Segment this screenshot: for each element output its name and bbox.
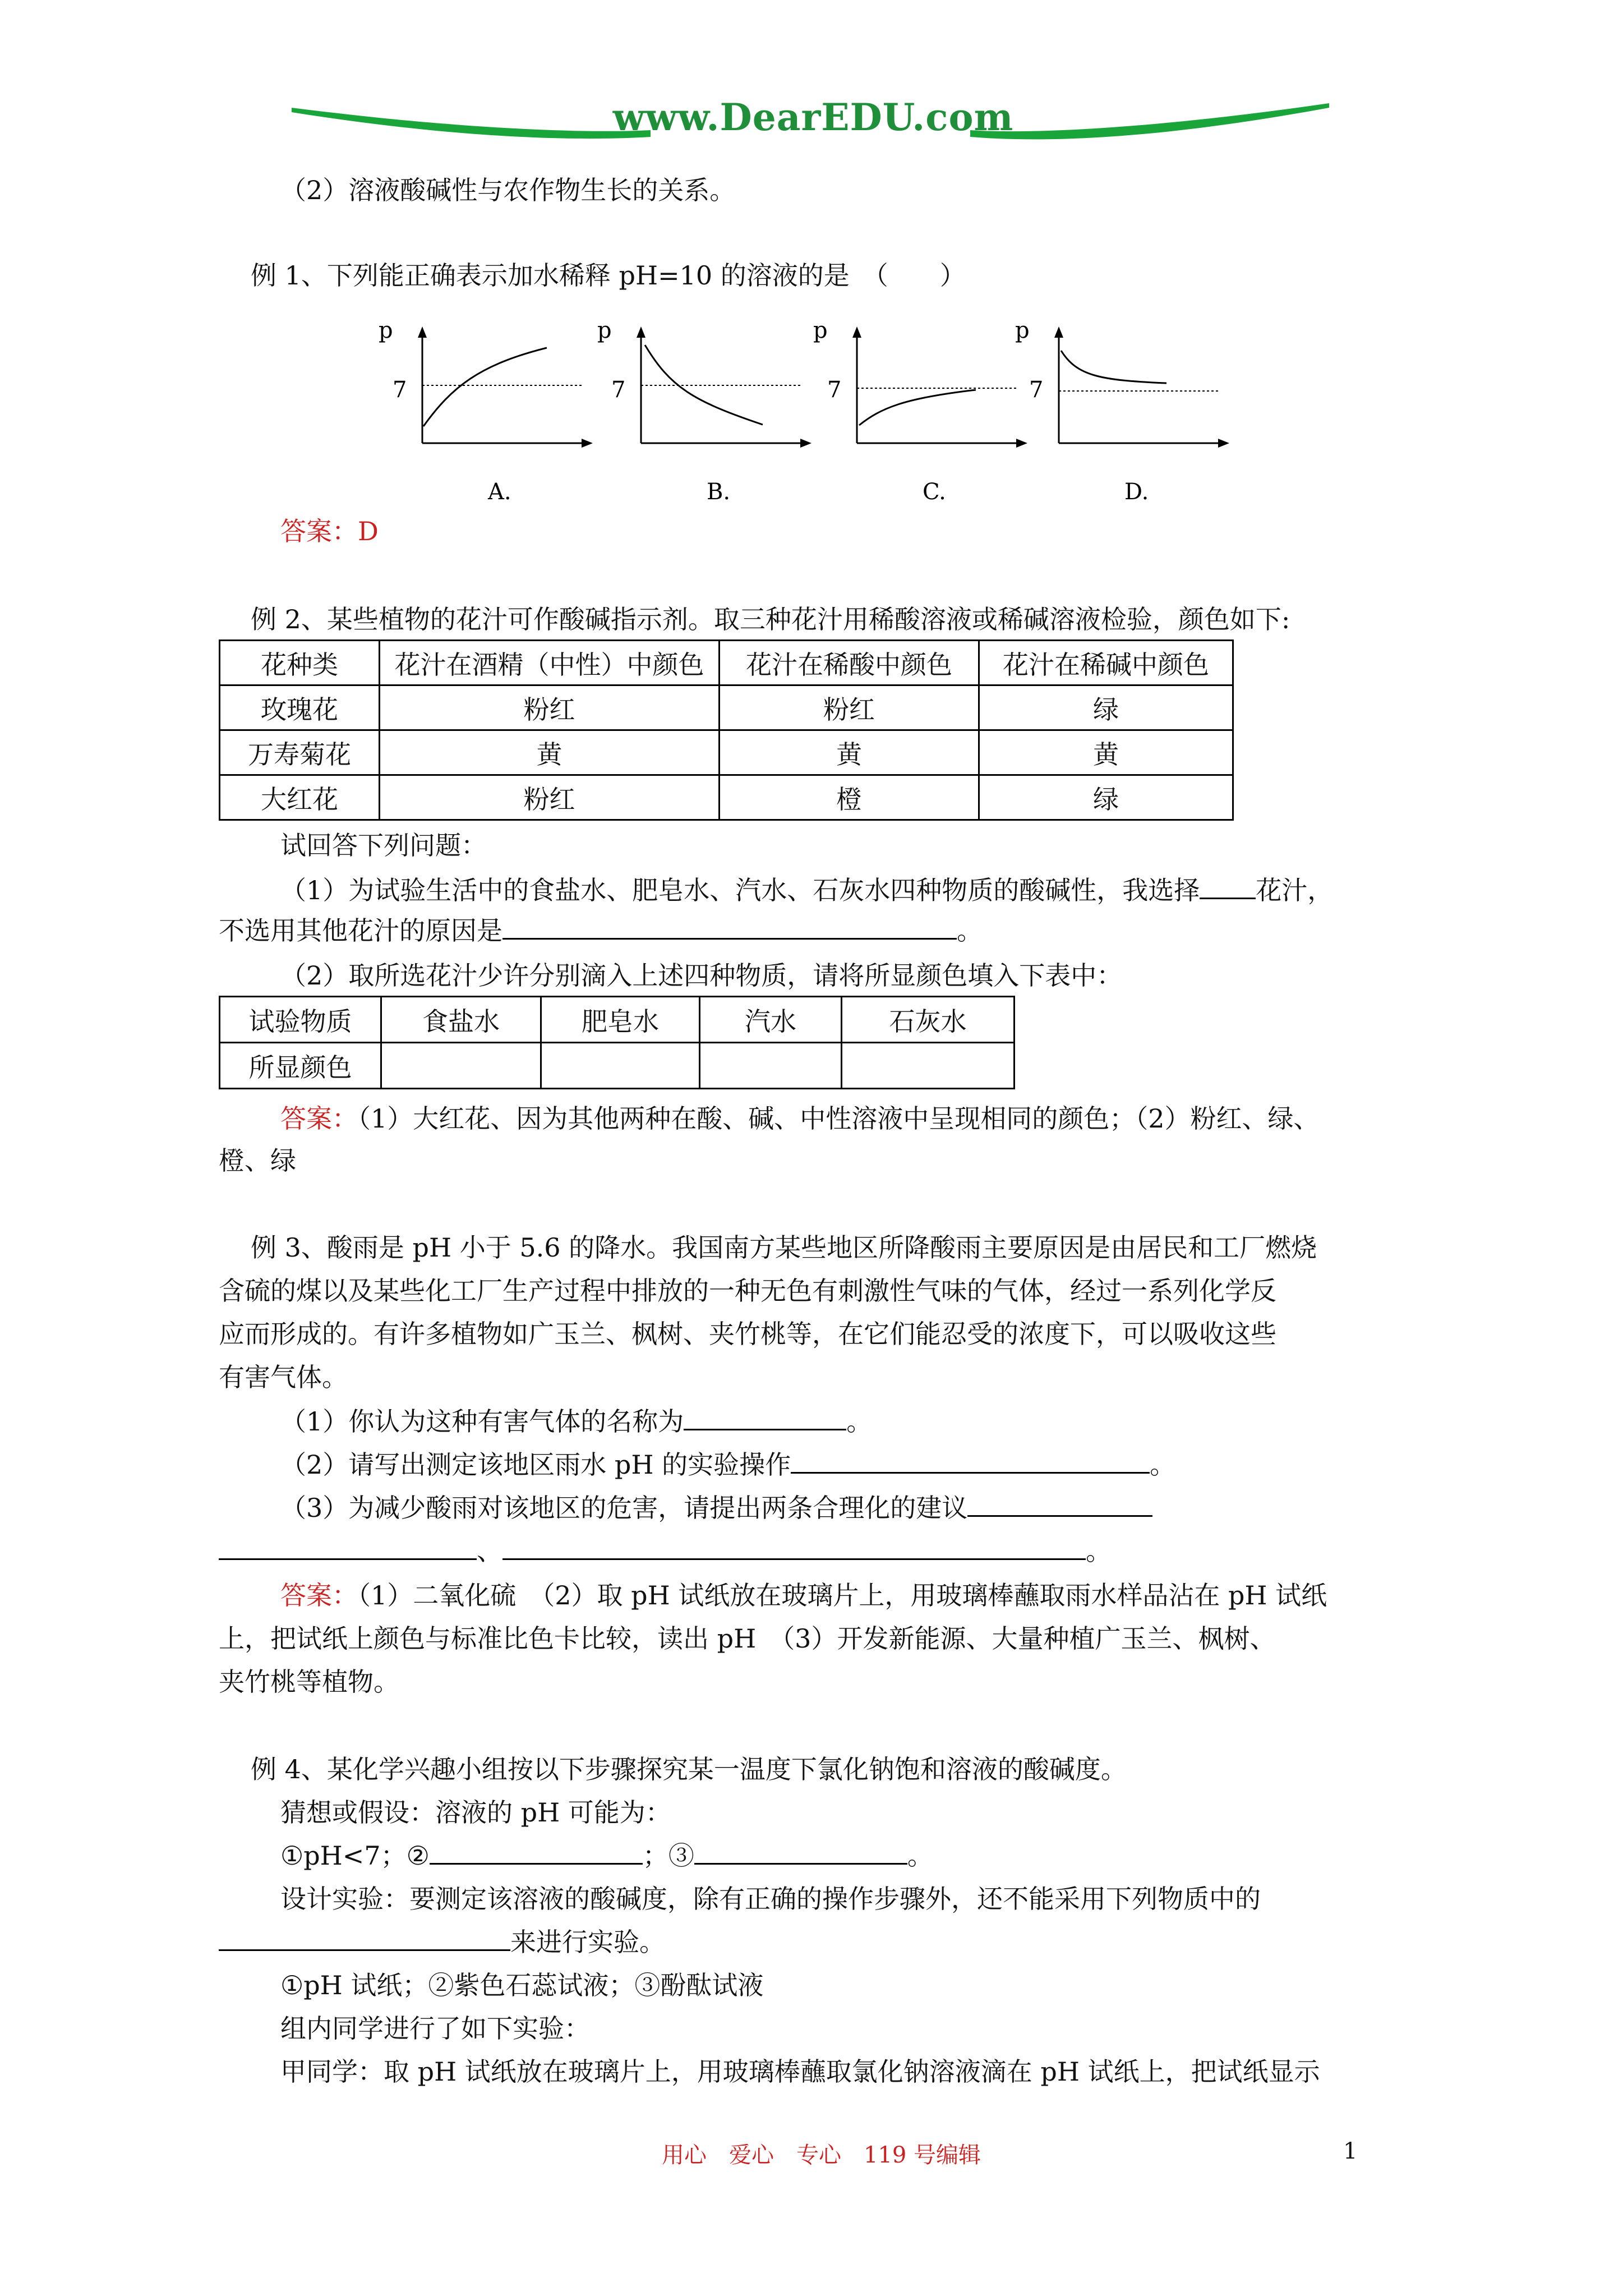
table-header: 肥皂水 [541,997,700,1043]
graph-b-option: B. [707,479,731,505]
guess-text: ①pH<7；② [280,1841,430,1871]
table-cell: 黄 [720,730,979,775]
blank-suggestion-c[interactable] [502,1529,1086,1560]
blank-gas-name[interactable] [684,1400,846,1430]
table-cell: 粉红 [380,685,720,730]
flower-table [219,639,1234,821]
q1-reason-text: 不选用其他花汁的原因是 [219,915,502,946]
table-cell: 橙 [720,775,979,820]
blank-operation[interactable] [791,1443,1150,1474]
example3-q3-line2 [219,1529,1112,1573]
example3-line: 有害气体。 [219,1362,348,1392]
example2-prompt: 试回答下列问题： [280,830,487,861]
color-table [219,996,1015,1089]
graph-b-ylabel: p [597,318,612,343]
example4-line5 [219,1920,665,1964]
table-row [220,685,1233,730]
example4-line1: 例 4、某化学兴趣小组按以下步骤探究某一温度下氯化钠饱和溶液的酸碱度。 [251,1754,1127,1784]
answer-label: 答案： [280,1103,358,1134]
example4-line3 [280,1834,933,1878]
answer-cell[interactable] [842,1043,1015,1089]
graph-d-option: D. [1124,479,1149,505]
table-header: 试验物质 [220,997,381,1043]
table-header: 花汁在稀酸中颜色 [720,641,979,685]
footer-center: 用心 爱心 专心 119 号编辑 [662,2142,981,2168]
q3-period: 。 [1086,1536,1112,1566]
header-banner [292,95,1329,146]
guess-period: 。 [907,1841,933,1871]
blank-reagent[interactable] [219,1920,510,1951]
example2-question: 例 2、某些植物的花汁可作酸碱指示剂。取三种花汁用稀酸溶液或稀碱溶液检验，颜色如下: [251,604,1290,634]
answer-cell[interactable] [700,1043,842,1089]
graph-d-ylabel: p [1015,318,1030,343]
example2-answer-line2: 橙、绿 [219,1145,296,1176]
example3-q2 [280,1443,1175,1487]
graph-a-ref: 7 [393,377,407,403]
graph-d-ref: 7 [1029,377,1044,403]
table-cell: 玫瑰花 [220,685,380,730]
q1-text: （1）为试验生活中的食盐水、肥皂水、汽水、石灰水四种物质的酸碱性，我选择 [280,875,1200,905]
example2-answer-line1 [280,1097,1320,1140]
table-cell: 大红花 [220,775,380,820]
q1-period: 。 [957,915,983,946]
table-cell: 黄 [979,730,1233,775]
answer-cell[interactable] [541,1043,700,1089]
q1-text: （1）你认为这种有害气体的名称为 [280,1406,684,1437]
q2-text: （2）请写出测定该地区雨水 pH 的实验操作 [280,1450,791,1480]
table-row [220,730,1233,775]
answer-value: D [358,516,379,546]
example3-line: 例 3、酸雨是 pH 小于 5.6 的降水。我国南方某些地区所降酸雨主要原因是由居民和工厂燃烧 [251,1232,1317,1263]
example4-line2: 猜想或假设：溶液的 pH 可能为： [280,1797,671,1828]
page-number: 1 [1343,2138,1358,2164]
table-header: 花汁在酒精（中性）中颜色 [380,641,720,685]
table-cell: 粉红 [720,685,979,730]
table-cell: 万寿菊花 [220,730,380,775]
example4-line6: ①pH 试纸；②紫色石蕊试液；③酚酞试液 [280,1970,764,2000]
example2-q2: （2）取所选花汁少许分别滴入上述四种物质，请将所显颜色填入下表中： [280,960,1123,991]
example3-q1 [280,1400,872,1443]
example4-line7: 组内同学进行了如下实验： [280,2013,590,2044]
table-header: 汽水 [700,997,842,1043]
blank-guess-2[interactable] [430,1834,643,1865]
graph-a [373,314,608,505]
guess-text: ；③ [642,1841,694,1871]
example1-question: 例 1、下列能正确表示加水稀释 pH=10 的溶液的是 （ ） [251,260,966,291]
intro-line: （2）溶液酸碱性与农作物生长的关系。 [280,175,736,205]
blank-suggestion-a[interactable] [967,1486,1152,1517]
example4-line4: 设计实验：要测定该溶液的酸碱度，除有正确的操作步骤外，还不能采用下列物质中的 [280,1884,1261,1914]
q2-period: 。 [1150,1450,1176,1480]
table-header: 花汁在稀碱中颜色 [979,641,1233,685]
site-logo[interactable]: www.DearEDU.com [612,95,1014,139]
line5-text: 来进行实验。 [510,1927,665,1957]
table-cell: 绿 [979,685,1233,730]
table-header: 石灰水 [842,997,1015,1043]
table-cell: 所显颜色 [220,1043,381,1089]
answer-cell[interactable] [381,1043,541,1089]
blank-guess-3[interactable] [694,1834,907,1865]
separator: 、 [477,1536,502,1566]
blank-suggestion-b[interactable] [219,1529,477,1560]
example4-line8: 甲同学：取 pH 试纸放在玻璃片上，用玻璃棒蘸取氯化钠溶液滴在 pH 试纸上，把试纸显示 [280,2056,1320,2087]
graph-d [1009,314,1245,505]
example3-answer-line1 [280,1573,1327,1617]
answer-label: 答案： [280,516,358,546]
graph-a-ylabel: p [379,318,393,343]
q1-text-end: 花汁， [1256,875,1334,905]
graph-b-ref: 7 [611,377,626,403]
answer-text: （1）二氧化硫 （2）取 pH 试纸放在玻璃片上，用玻璃棒蘸取雨水样品沾在 pH 试纸 [358,1580,1327,1611]
graph-a-option: A. [488,479,511,505]
graph-b [592,314,827,505]
blank-flower[interactable] [1200,868,1256,899]
example3-line: 应而形成的。有许多植物如广玉兰、枫树、夹竹桃等，在它们能忍受的浓度下，可以吸收这些 [219,1319,1276,1349]
q3-text: （3）为减少酸雨对该地区的危害，请提出两条合理化的建议 [280,1493,968,1523]
answer-label: 答案： [280,1580,358,1611]
graph-c-ylabel: p [813,318,828,343]
answer-text: （1）大红花、因为其他两种在酸、碱、中性溶液中呈现相同的颜色；（2）粉红、绿、 [358,1103,1320,1134]
example3-line: 含硫的煤以及某些化工厂生产过程中排放的一种无色有刺激性气味的气体，经过一系列化学反 [219,1276,1276,1306]
example3-q3 [280,1486,1152,1530]
q1-period: 。 [846,1406,873,1437]
blank-reason[interactable] [502,909,957,940]
example2-q1-line2 [219,909,983,953]
table-header: 食盐水 [381,997,541,1043]
table-row [220,775,1233,820]
example3-answer-line2: 上，把试纸上颜色与标准比色卡比较，读出 pH （3）开发新能源、大量种植广玉兰、枫树、 [219,1623,1276,1654]
table-cell: 绿 [979,775,1233,820]
table-row [220,1043,1015,1089]
table-cell: 黄 [380,730,720,775]
graph-c-option: C. [923,479,946,505]
example2-q1-line1 [280,868,1333,912]
example3-answer-line3: 夹竹桃等植物。 [219,1667,399,1697]
graph-c-ref: 7 [827,377,842,403]
graph-c [808,314,1043,505]
table-header: 花种类 [220,641,380,685]
example1-answer [280,509,379,553]
table-cell: 粉红 [380,775,720,820]
